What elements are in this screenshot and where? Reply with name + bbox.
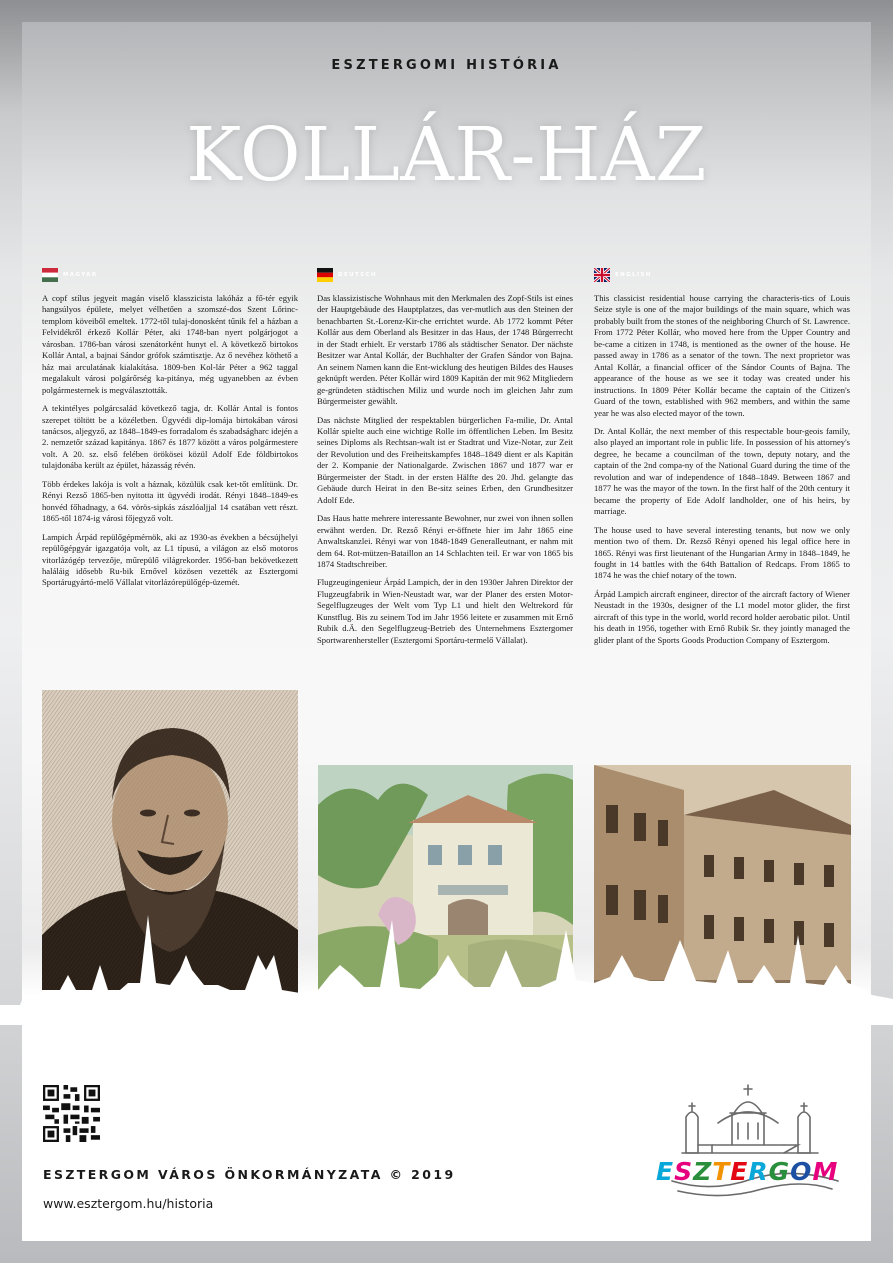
logo-letter: E: [656, 1157, 674, 1186]
logo-letter: O: [790, 1157, 812, 1186]
column-german: [317, 266, 573, 653]
language-label: MAGYAR: [63, 272, 98, 278]
logo-letter: G: [768, 1157, 790, 1186]
hungary-flag-icon: [42, 268, 58, 282]
logo-letter: Z: [693, 1157, 712, 1186]
logo-letter: T: [712, 1157, 730, 1186]
footer-url-link[interactable]: www.esztergom.hu/historia: [43, 1196, 214, 1211]
germany-flag-icon: [317, 268, 333, 282]
column-hungarian: [42, 266, 298, 596]
paragraph: Több érdekes lakója is volt a háznak, közülük csak ket-tőt említünk. Dr. Rényi Rezső 1865-ben nyitotta itt ügyvédi irodát. Rényi 1848–1849-es honvéd főhadnagy, a 64. vörös-sipkás zászlóaljjal 14 csatában vett részt. 1865-től 1874-ig városi főjegyző volt.: [42, 478, 298, 524]
logo-letter: R: [748, 1157, 768, 1186]
language-header-hungarian: [42, 266, 298, 284]
paragraph: The house used to have several interesting tenants, but now we only mention two of them. Dr. Rezső Rényi opened his legal office here in 1865. Rényi was first lieutenant of the Hungarian Army in 1848–1849, he fought in 14 battles with the 64th Battalion of Redcaps. From 1865 to 1874 he was the chief notary of the town.: [594, 524, 850, 581]
column-english: [594, 266, 850, 653]
language-header-english: [594, 266, 850, 284]
language-label: ENGLISH: [615, 272, 652, 278]
paragraph: Das Haus hatte mehrere interessante Bewohner, nur zwei von ihnen sollen erwähnt werden. Dr. Rezső Rényi er-öffnete hier im Jahr 1865 eine Anwaltskanzlei. Rényi war von 1848-1849 Generalleutnant, er nahm mit dem 64. Rot-mützen-Bataillon an 14 Schlachten teil. Er war von 1865 bis 1874 Stadtschreiber.: [317, 513, 573, 569]
language-header-german: [317, 266, 573, 284]
footer-organization: ESZTERGOM VÁROS ÖNKORMÁNYZATA © 2019: [43, 1167, 456, 1182]
paragraph: Árpád Lampich aircraft engineer, director of the aircraft factory of Wiener Neustadt in the 1930s, designer of the L1 model motor glider, the first aircraft of this type in the world, world record holder aerobatic pilot. Until his death in 1956, together with Ernő Rubik Sr. they jointly managed the glider plant of the Sports Goods Production Company of Esztergom.: [594, 588, 850, 645]
esztergom-logo-wordmark: [656, 1152, 846, 1192]
paragraph: A tekintélyes polgárcsalád következő tagja, dr. Kollár Antal is fontos szerepet töltött be a közéletben. Ügyvédi dip-lomája birtokában városi tanácsos, aljegyző, az 1848–1849-es forradalom és szabadságharc idején a 2. nemzetőr század kapitánya. 1867 és 1877 között a város polgármestere volt. A 20. sz. első felében örökösei közül Adolf Ede földbirtokos tulajdonába került az épület, házasság révén.: [42, 403, 298, 471]
paragraph: Das nächste Mitglied der respektablen bürgerlichen Fa-milie, Dr. Antal Kollár spielte auch eine wichtige Rolle im öffentlichen Leben. Im Besitz seines Diploms als Rechtsan-walt ist er Stadtrat und Vize-Notar, zur Zeit der Revolution und des Freiheitskampfes 1848–1849 dient er als Kapitän der 2. Kompanie der Nationalgarde. Zwischen 1867 und 1877 war er Bürgermeister der Stadt. in der ersten Hälfte des 20. Jhd. gelangte das Gebäude durch Heirat in den Be-sitz seines Erben, den Grundbesitzer Adolf Ede.: [317, 414, 573, 505]
language-label: DEUTSCH: [338, 272, 377, 278]
paragraph: This classicist residential house carrying the characteris-tics of Louis Seize style is one of the major buildings of the main square, which was probably built from the stones of the neighboring Church of St. Lawrence. From 1772 Péter Kollár, who moved here from the Upper Country and be-came a citizen in 1748, is mentioned as the owner of the house. He passed away in 1786 as a senator of the town. The next proprietor was Antal Kollár, a financial officer of the Sándor Counts of Bajna. The appearance of the house as we see it today was created under his instructions. In 1809 Péter Kollár became the captain of the Citizen's Guard of the town, established with 962 members, and within the same year he was also elected mayor of the town.: [594, 293, 850, 418]
city-skyline-silhouette: [0, 895, 893, 1025]
uk-flag-icon: [594, 268, 610, 282]
logo-letter: S: [674, 1157, 693, 1186]
paragraph: Flugzeugingenieur Árpád Lampich, der in den 1930er Jahren Direktor der Flugzeugfabrik in Wien-Neustadt war, war der Planer des ersten Motor-Segelflugzeuges der Welt vom Typ L1 und hielt den Weltrekord für Kunstflug. Bis zu seinem Tod im Jahr 1956 leitete er zusammen mit Ernő Rubik d.Ä. den Segelflugzeug-Betrieb des Unternehmens Esztergomer Sportwarenhersteller (Esztergomi Sportáru-termelő Vállalat).: [317, 577, 573, 645]
page-title: KOLLÁR-HÁZ: [186, 112, 707, 198]
qr-code[interactable]: [43, 1085, 100, 1142]
paragraph: A copf stílus jegyeit magán viselő klasszicista lakóház a fő-tér egyik hangsúlyos épülete, melyet vélhetően a szomszé-dos Szent Lőrinc-templom köveiből emeltek. 1772-től tulaj-donosként tűnik fel a házban a Felvidékről érkező Kollár Péter, aki 1748-ban nyert polgárjogot a városban. 1786-ban városi szenátorként hunyt el. A következő birtokos Kollár Antal, a bajnai Sándor grófok számtisztje. Az ő nevéhez köthető a ház mai arculatának kialakítása. 1809-ben Kol-lár Péter a 962 taggal megalakult városi polgárőrség ka-pitánya, még ugyanebben az évben polgármesternek is megválasztották.: [42, 293, 298, 395]
series-title: ESZTERGOMI HISTÓRIA: [331, 58, 562, 73]
paragraph: Das klassizistische Wohnhaus mit den Merkmalen des Zopf-Stils ist eines der Hauptgebäude des Hauptplatzes, das ver-mutlich aus den Steinen der benachbarten St.-Lorenz-Kir-che errichtet wurde. Ab 1772 kommt Péter Kollár aus dem Oberland als Besitzer in das Haus, der 1748 Bürgerrecht in der Stadt erhielt. Er verstarb 1786 als städtischer Senator. Der nächste Besitzer war Antal Kollár, der Buchhalter der Grafen Sándor von Bajna. An seinem Namen kann die Ent-wicklung des heutigen Bildes des Hauses geknüpft werden. Péter Kollár wird 1809 Kapitän der mit 962 Mitgliedern ge-gründeten städtischen Miliz und wurde noch im gleichen Jahr zum Bürgermeister gewählt.: [317, 293, 573, 407]
paragraph: Dr. Antal Kollár, the next member of this respectable bour-geois family, also played an important role in public life. In possession of his attorney's degree, he became a councilman of the town, deputy notary, and the captain of the 2nd compa-ny of the National Guard during the time of the revolution and war of independence of 1848–1849. Between 1867 and 1877 he was the mayor of the town. In the first half of the 20th century it became the property of Ede Adolf landholder, one of his heirs, by marriage.: [594, 425, 850, 517]
paragraph: Lampich Árpád repülőgépmérnök, aki az 1930-as években a bécsújhelyi repülőgépgyár igazgatója volt, az L1 típusú, a világon az első motoros vitorlázógép tervezője, műrepülő világrekorder. 1956-ban bekövetkezett haláláig idősebb Ru-bik Ernővel közösen vezették az Esztergomi Sportárugyártó-melő Vállalat vitorlázórepülőgép-üzemét.: [42, 531, 298, 588]
logo-letter: M: [812, 1157, 838, 1186]
logo-letter: E: [730, 1157, 748, 1186]
